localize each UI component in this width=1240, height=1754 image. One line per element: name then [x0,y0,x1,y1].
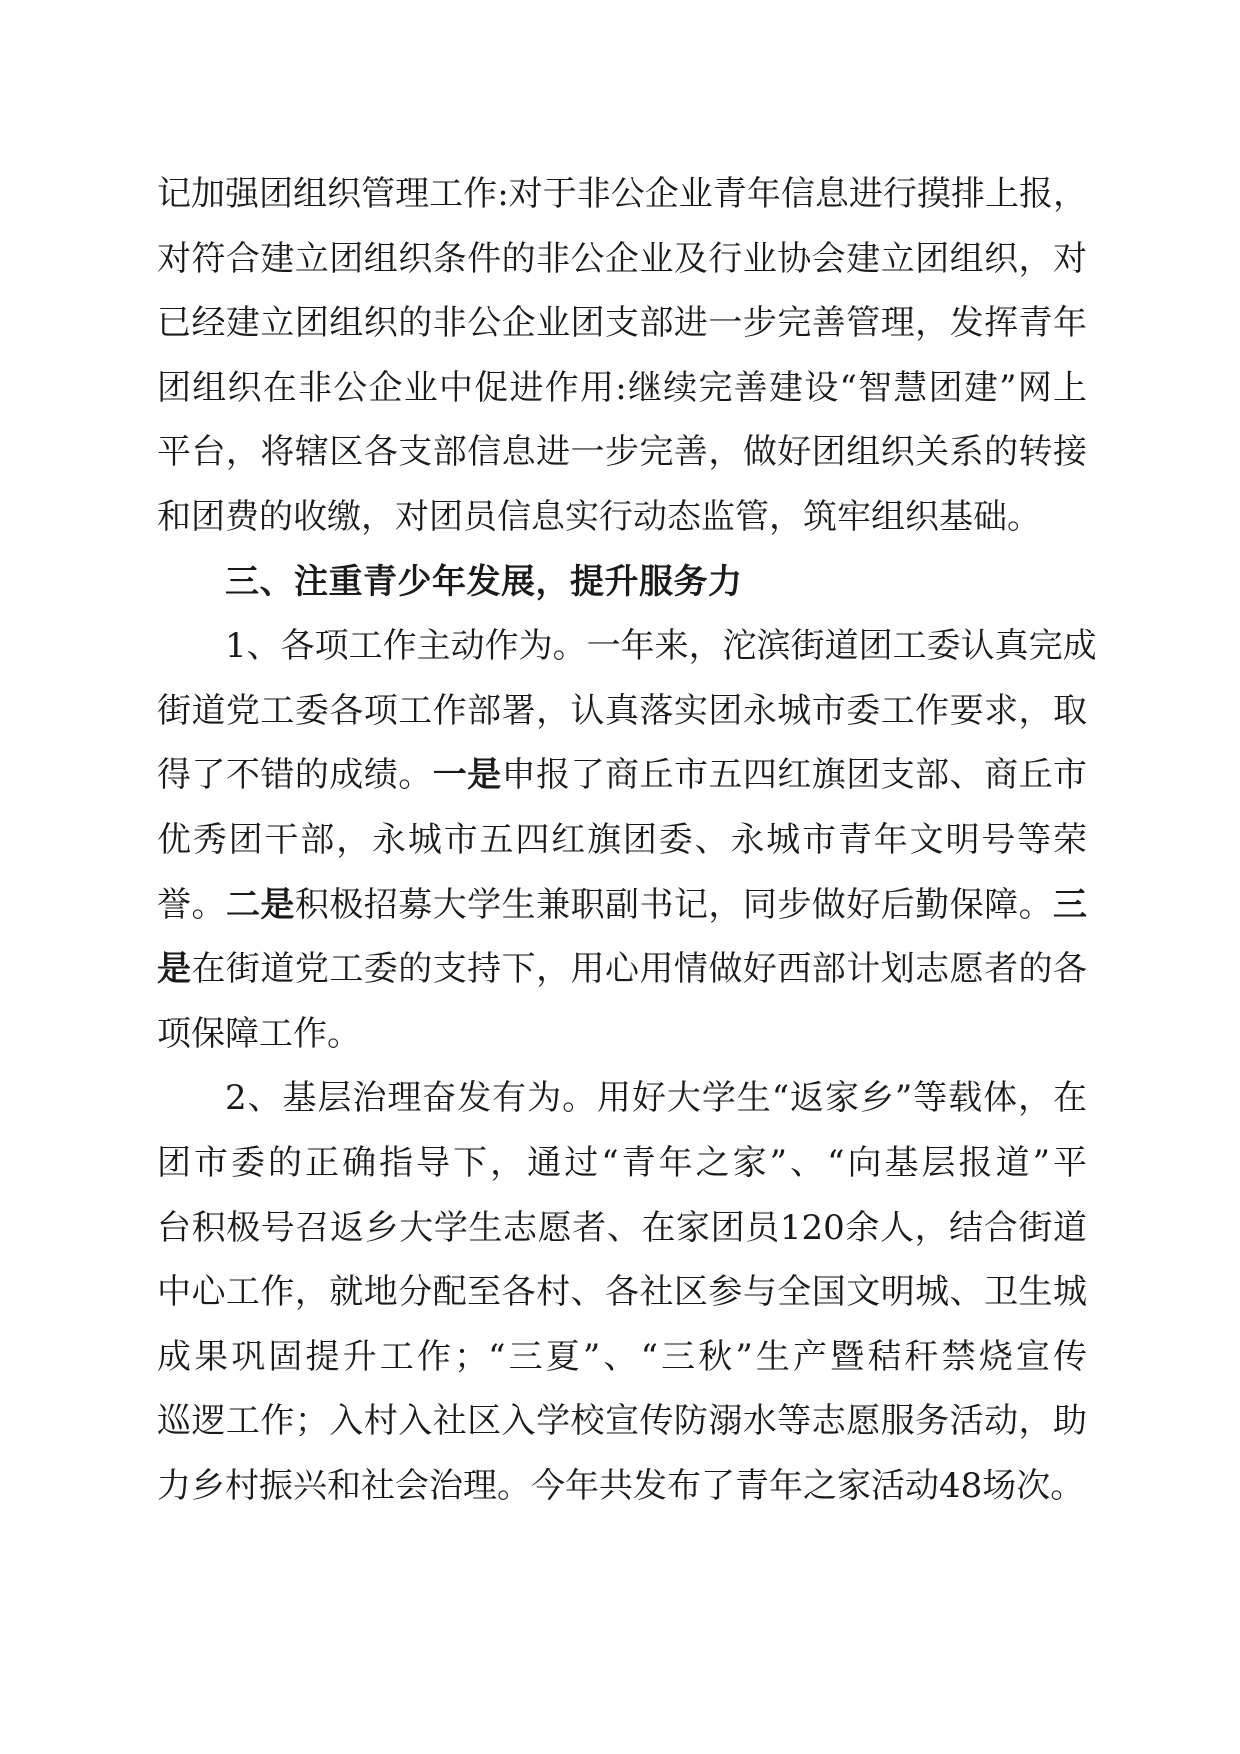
text-run: 申报了商丘市五四红旗团支部、商丘市 [501,755,1088,796]
paragraph-work-initiative [157,614,1097,1066]
text-line: 力乡村振兴和社会治理。今年共发布了青年之家活动48场次。 [157,1465,1085,1506]
text-line: 团组织在非公企业中促进作用:继续完善建设“智慧团建”网上 [157,367,1087,408]
text-line: 记加强团组织管理工作:对于非公企业青年信息进行摸排上报， [157,174,1087,214]
text-line [157,873,1087,938]
text-run: 在街道党工委的支持下，用心用情做好西部计划志愿者的各 [191,949,1088,990]
bold-marker: 三 [1053,884,1088,925]
text-line: 街道党工委各项工作部署，认真落实团永城市委工作要求，取 [157,690,1087,731]
bold-marker: 二是 [225,884,295,925]
text-line: 巡逻工作；入村入社区入学校宣传防溺水等志愿服务活动，助 [157,1401,1087,1442]
text-line: 和团费的收缴，对团员信息实行动态监管，筑牢组织基础。 [157,496,1041,537]
text-line: 已经建立团组织的非公企业团支部进一步完善管理，发挥青年 [157,303,1087,344]
text-line: 团市委的正确指导下，通过“青年之家”、“向基层报道”平 [157,1142,1087,1183]
text-line: 对符合建立团组织条件的非公企业及行业协会建立团组织，对 [157,238,1087,279]
text-run: 誉。 [157,884,226,925]
text-line: 平台，将辖区各支部信息进一步完善，做好团组织关系的转接 [157,432,1087,473]
text-line: 台积极号召返乡大学生志愿者、在家团员120余人，结合街道 [157,1207,1087,1248]
text-line [157,743,1087,808]
bold-marker: 一是 [432,755,502,796]
text-line: 1、各项工作主动作为。一年来，沱滨街道团工委认真完成 [225,626,1097,667]
bold-marker: 是 [157,949,192,990]
text-line [157,937,1087,1002]
section-heading-3: 三、注重青少年发展，提升服务力 [225,561,743,602]
text-line: 成果巩固提升工作；“三夏”、“三秋”生产暨秸秆禁烧宣传 [157,1336,1087,1377]
text-line: 2、基层治理奋发有为。用好大学生“返家乡”等载体，在 [225,1078,1087,1119]
text-line: 优秀团干部，永城市五四红旗团委、永城市青年文明号等荣 [157,819,1087,860]
document-body [157,162,1097,1518]
text-line: 中心工作，就地分配至各村、各社区参与全国文明城、卫生城 [157,1272,1087,1313]
paragraph-grassroots-governance [157,1066,1087,1518]
text-line: 项保障工作。 [157,1013,361,1054]
text-run: 得了不错的成绩。 [157,755,433,796]
paragraph-organization-management [157,162,1087,550]
text-run: 积极招募大学生兼职副书记，同步做好后勤保障。 [294,884,1054,925]
